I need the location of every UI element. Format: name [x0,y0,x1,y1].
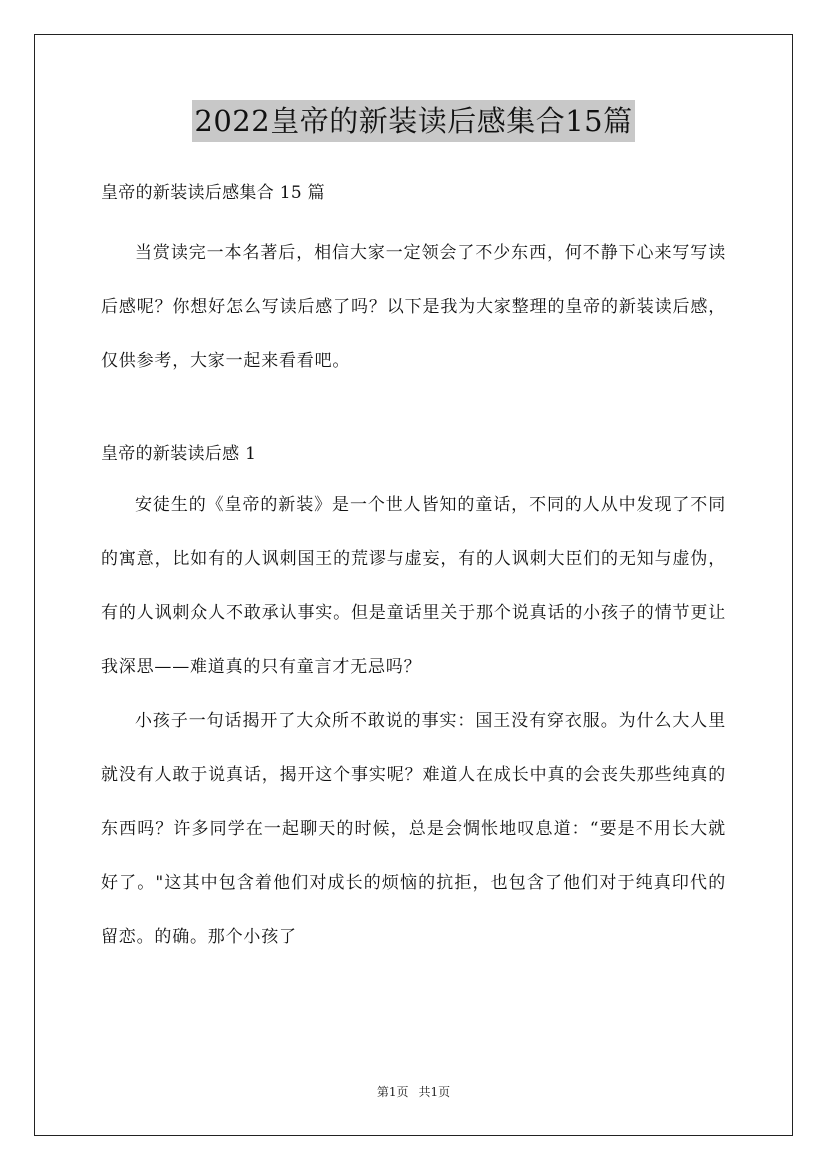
document-subtitle: 皇帝的新装读后感集合 15 篇 [101,183,325,203]
page-number-current: 第1页 [376,1085,409,1099]
page-number-total: 共1页 [418,1085,451,1099]
section-paragraph: 安徒生的《皇帝的新装》是一个世人皆知的童话，不同的人从中发现了不同的寓意，比如有的人讽刺国王的荒谬与虚妄，有的人讽刺大臣们的无知与虚伪，有的人讽刺众人不敢承认事实。但是童话里关于那个说真话的小孩子的情节更让我深思——难道真的只有童言才无忌吗？ [101,495,726,677]
intro-paragraph: 当赏读完一本名著后，相信大家一定领会了不少东西，何不静下心来写写读后感呢？你想好怎么写读后感了吗？以下是我为大家整理的皇帝的新装读后感，仅供参考，大家一起来看看吧。 [101,243,726,371]
section-heading: 皇帝的新装读后感 1 [101,444,257,464]
section-paragraph: 小孩子一句话揭开了大众所不敢说的事实：国王没有穿衣服。为什么大人里就没有人敢于说真话，揭开这个事实呢？难道人在成长中真的会丧失那些纯真的东西吗？许多同学在一起聊天的时候，总是会惆怅地叹息道：“要是不用长大就好了。"这其中包含着他们对成长的烦恼的抗拒，也包含了他们对于纯真印代的留恋。的确。那个小孩了 [101,711,726,947]
document-body [101,176,726,964]
document-title [0,100,827,142]
document-title-text: 2022皇帝的新装读后感集合15篇 [192,100,634,142]
page-footer [0,1084,827,1100]
